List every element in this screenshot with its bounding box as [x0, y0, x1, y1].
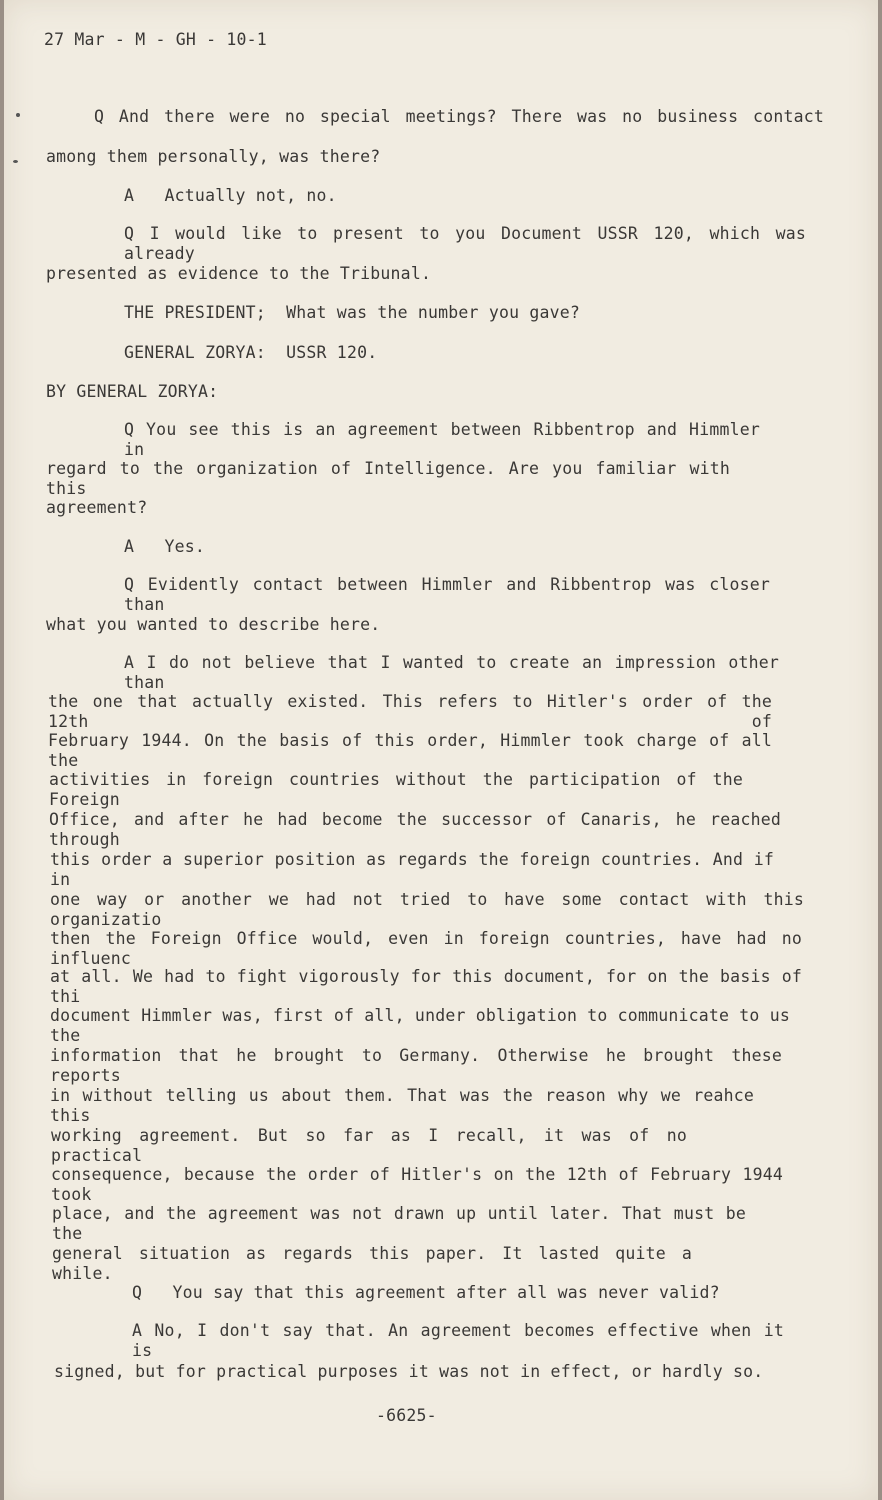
- margin-dot: [16, 113, 20, 117]
- transcript-line: activities in foreign countries without the participation of the Foreign: [49, 770, 743, 809]
- transcript-line: the one that actually existed. This refers to Hitler's order of the 12th of: [48, 692, 772, 731]
- transcript-line: THE PRESIDENT; What was the number you gave?: [124, 303, 581, 322]
- transcript-line: in without telling us about them. That was the reason why we reahce this: [50, 1086, 754, 1125]
- transcript-line: GENERAL ZORYA: USSR 120.: [124, 343, 378, 362]
- page-number: -6625-: [376, 1406, 437, 1425]
- transcript-line: A Yes.: [124, 537, 206, 556]
- transcript-line: presented as evidence to the Tribunal.: [46, 264, 432, 283]
- transcript-line: regard to the organization of Intelligence. Are you familiar with this: [46, 459, 730, 498]
- transcript-line: A I do not believe that I wanted to create an impression other than: [124, 653, 779, 692]
- transcript-line: signed, but for practical purposes it was not in effect, or hardly so.: [54, 1362, 764, 1381]
- transcript-line: general situation as regards this paper. It lasted quite a while.: [52, 1244, 692, 1283]
- transcript-line: place, and the agreement was not drawn up until later. That must be the: [52, 1204, 746, 1243]
- transcript-line: A No, I don't say that. An agreement becomes effective when it is: [132, 1321, 784, 1360]
- document-page: [4, 0, 878, 1500]
- margin-dot: [13, 160, 18, 163]
- page-header: 27 Mar - M - GH - 10-1: [44, 30, 267, 49]
- transcript-line: Q I would like to present to you Document USSR 120, which was already: [124, 224, 806, 263]
- transcript-line: information that he brought to Germany. Otherwise he brought these reports: [50, 1046, 782, 1085]
- transcript-line: BY GENERAL ZORYA:: [46, 382, 219, 401]
- transcript-line: this order a superior position as regards the foreign countries. And if in: [50, 850, 774, 889]
- transcript-line: then the Foreign Office would, even in foreign countries, have had no influenc: [50, 929, 802, 968]
- transcript-line: what you wanted to describe here.: [46, 615, 381, 634]
- transcript-line: Q You see this is an agreement between Ribbentrop and Himmler in: [124, 420, 760, 459]
- transcript-line: document Himmler was, first of all, under obligation to communicate to us the: [50, 1006, 790, 1045]
- transcript-line: working agreement. But so far as I recall, it was of no practical: [51, 1126, 687, 1165]
- transcript-line: consequence, because the order of Hitler's on the 12th of February 1944 took: [51, 1165, 783, 1204]
- transcript-line: Office, and after he had become the successor of Canaris, he reached through: [49, 810, 781, 849]
- transcript-line: February 1944. On the basis of this order, Himmler took charge of all the: [48, 731, 772, 770]
- transcript-line: one way or another we had not tried to have some contact with this organizatio: [50, 890, 804, 929]
- transcript-line: Q Evidently contact between Himmler and Ribbentrop was closer than: [124, 575, 770, 614]
- transcript-line: among them personally, was there?: [46, 147, 381, 166]
- transcript-line: A Actually not, no.: [124, 186, 337, 205]
- transcript-line: Q You say that this agreement after all was never valid?: [132, 1283, 720, 1302]
- transcript-line: at all. We had to fight vigorously for this document, for on the basis of thi: [50, 967, 802, 1006]
- transcript-line: Q And there were no special meetings? There was no business contact: [94, 107, 824, 126]
- transcript-line: agreement?: [46, 498, 148, 517]
